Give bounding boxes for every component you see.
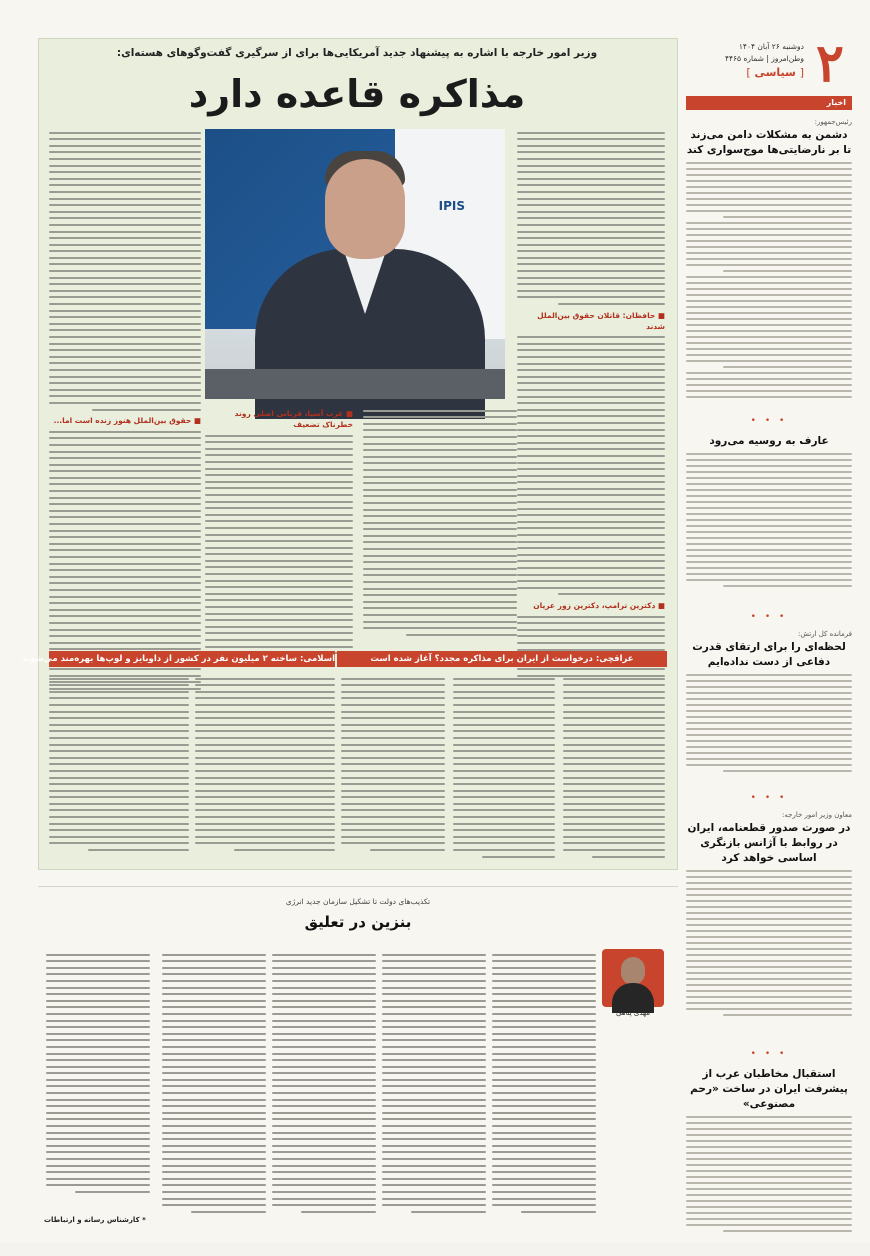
lead-photo <box>205 129 505 399</box>
author-name: مهدی پناهی <box>615 1009 651 1017</box>
lead-column-right <box>517 127 665 645</box>
lead-headline[interactable]: مذاکره قاعده دارد <box>188 72 526 116</box>
analysis-headline[interactable]: بنزین در تعلیق <box>304 913 412 931</box>
sub-story-column <box>195 673 335 863</box>
sidebar-story[interactable] <box>686 434 852 622</box>
lead-column-left <box>49 127 201 645</box>
author-avatar <box>602 949 664 1007</box>
story-body <box>686 674 852 789</box>
subhead: ■ غرب آسیا، قربانی اصلی روند خطرناک تضعیف <box>234 409 353 429</box>
analysis-column <box>272 949 376 1221</box>
subhead: ■ دکترین ترامپ، دکترین زور عریان <box>533 600 665 610</box>
story-body <box>686 1116 852 1256</box>
masthead <box>686 33 852 94</box>
lead-story <box>22 38 678 870</box>
sub-story-column <box>453 673 555 863</box>
sidebar-story[interactable] <box>686 118 852 426</box>
author-credit: * کارشناس رسانه و ارتباطات <box>44 1216 146 1224</box>
lead-column-mid-right <box>363 405 517 645</box>
analysis-column <box>46 949 150 1201</box>
story-body <box>686 162 852 412</box>
publication-date: دوشنبه ۲۶ آبان ۱۴۰۴ <box>738 42 804 51</box>
subhead: ■ حافظان: قاتلان حقوق بین‌الملل شدند <box>537 310 665 331</box>
story-title[interactable]: دشمن به مشکلات دامن می‌زند تا بر نارضایتی‌ها موج‌سواری کند <box>686 129 852 156</box>
analysis-column <box>382 949 486 1221</box>
sub-story-column <box>49 673 189 863</box>
sidebar-story[interactable] <box>686 811 852 1059</box>
story-kicker: رئیس‌جمهور: <box>814 118 852 126</box>
story-body <box>686 453 852 608</box>
news-label: اخبار <box>826 98 846 107</box>
separator-dots: • • • <box>750 416 788 426</box>
sub-story-column <box>563 673 665 863</box>
analysis-kicker: تکذیب‌های دولت تا تشکیل سازمان جدید انرژی <box>285 897 431 906</box>
subhead: ■ حقوق بین‌الملل هنوز زنده است اما... <box>53 416 201 426</box>
story-title[interactable]: عارف به روسیه می‌رود <box>709 435 829 447</box>
story-title[interactable]: استقبال مخاطبان عرب از پیشرفت ایران در ساخت «رحم مصنوعی» <box>690 1068 848 1110</box>
separator-dots: • • • <box>750 793 788 803</box>
story-kicker: فرمانده کل ارتش: <box>797 630 852 638</box>
issue-number: وطن‌امروز | شماره ۴۴۶۵ <box>724 54 804 63</box>
sidebar-story[interactable] <box>686 1067 852 1256</box>
sub-story-column <box>341 673 445 863</box>
sidebar-story[interactable] <box>686 630 852 803</box>
story-title[interactable]: لحظه‌ای را برای ارتقای قدرت دفاعی از دست نداده‌ایم <box>692 641 846 668</box>
story-body <box>686 870 852 1045</box>
lead-kicker: وزیر امور خارجه با اشاره به پیشنهاد جدید آمریکایی‌ها برای از سرگیری گفت‌وگوهای هسته‌ای: <box>116 47 598 59</box>
story-title[interactable]: در صورت صدور قطعنامه، ایران در روابط با آژانس بازنگری اساسی خواهد کرد <box>687 822 851 864</box>
separator-dots: • • • <box>750 1049 788 1059</box>
analysis-story <box>38 886 678 1228</box>
lead-column-mid-left <box>205 405 353 645</box>
separator-dots: • • • <box>750 612 788 622</box>
news-sidebar <box>686 33 852 1226</box>
story-kicker: معاون وزیر امور خارجه: <box>782 811 852 819</box>
sub-story-bar-middle[interactable]: عراقچی: درخواست از ایران برای مذاکره مجدد؟ آغاز شده است <box>337 651 667 667</box>
section-label: [ سیاسی ] <box>746 66 804 79</box>
news-label-bar <box>686 96 852 110</box>
sub-story-bar-left[interactable]: اسلامی: ساخته ۲ میلیون نفر در کشور از داوبایز و لوپ‌ها بهره‌مند می‌شوند <box>49 651 335 667</box>
analysis-column <box>162 949 266 1221</box>
page-number: ۲ <box>816 33 844 94</box>
ipis-logo: IPIS <box>438 199 465 213</box>
analysis-column <box>492 949 596 1221</box>
